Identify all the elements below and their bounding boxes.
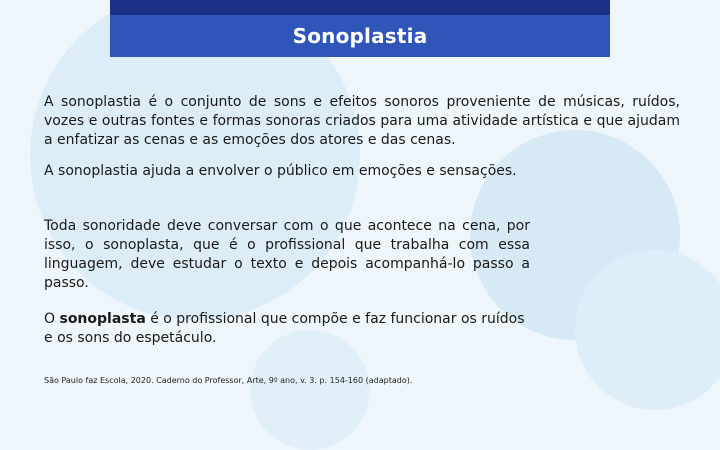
title-top-strip [110, 0, 610, 15]
title-bar [110, 15, 610, 57]
source-footnote: São Paulo faz Escola, 2020. Caderno do Professor, Arte, 9º ano, v. 3. p. 154-160 (adaptado). [44, 376, 413, 385]
background-circle [575, 250, 720, 410]
paragraph-definition: A sonoplastia é o conjunto de sons e efeitos sonoros proveniente de músicas, ruídos, vozes e outras fontes e formas sonoras criados para uma atividade artística e que ajudam a enfatizar as cenas e as emoções dos atores e das cenas. [44, 94, 680, 148]
title-band [110, 0, 610, 57]
slide-title: Sonoplastia [292, 24, 428, 48]
background-circle [250, 330, 370, 450]
paragraph-sonoplasta-rest: é o profissional que compõe e faz funcionar os ruídos e os sons do espetáculo. [44, 311, 525, 346]
paragraph-sonoplasta-bold: sonoplasta [59, 311, 146, 327]
paragraph-sonoplasta-prefix: O [44, 311, 60, 327]
paragraph-sonoplasta [44, 310, 530, 348]
paragraph-emotions: A sonoplastia ajuda a envolver o público em emoções e sensações. [44, 163, 517, 179]
paragraph-sonority: Toda sonoridade deve conversar com o que acontece na cena, por isso, o sonoplasta, que é o profissional que trabalha com essa linguagem, deve estudar o texto e depois acompanhá-lo passo a passo. [44, 218, 530, 291]
